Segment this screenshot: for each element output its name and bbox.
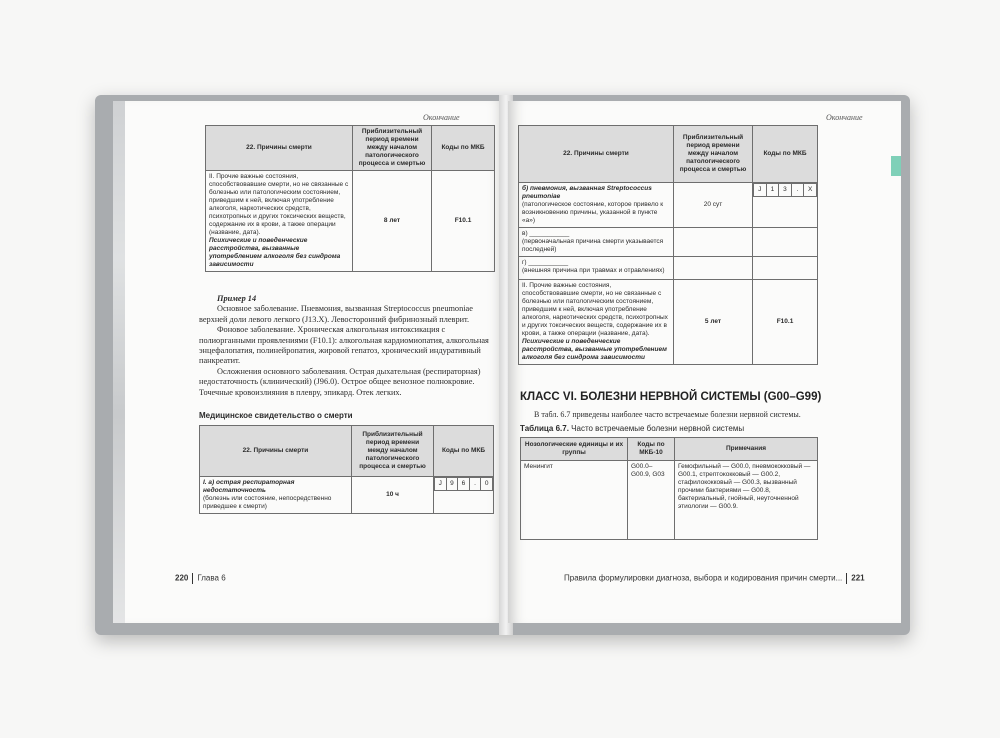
table-cell: F10.1 bbox=[432, 171, 495, 272]
open-book bbox=[95, 95, 910, 635]
code-cell bbox=[753, 183, 818, 228]
table-cell: 5 лет bbox=[674, 280, 753, 365]
code-char: 9 bbox=[446, 478, 458, 491]
table-header: Коды по МКБ bbox=[753, 126, 818, 183]
cell-text: I. а) острая респираторная недостаточность bbox=[203, 479, 295, 494]
code-char: 0 bbox=[481, 478, 493, 491]
code-boxes bbox=[753, 183, 817, 197]
code-char: X bbox=[804, 184, 817, 197]
table-header: Приблизительный период времени между началом патологического процесса и смертью bbox=[674, 126, 753, 183]
right-page bbox=[508, 101, 901, 623]
table-header: Нозологические единицы и их группы bbox=[521, 438, 628, 461]
code-cell bbox=[434, 477, 494, 514]
cell-note: (первоначальная причина смерти указывается последней) bbox=[522, 238, 664, 253]
cell-note: (патологическое состояние, которое привело к возникновению причины, указанной в пункте «а») bbox=[522, 201, 664, 224]
table-header: 22. Причины смерти bbox=[206, 126, 353, 171]
continuation-label: Окончание bbox=[423, 113, 460, 122]
table-caption bbox=[520, 424, 820, 434]
continuation-label: Окончание bbox=[826, 113, 863, 122]
table-cell: Гемофильный — G00.0, пневмококковый — G00.1, стрептококковый — G00.2, стафилококковый — G00.3, вызванный прочими бактериями — G00.8, бактериальный, гнойный, неуточненной этиологии — G00.9. bbox=[675, 461, 818, 540]
code-boxes bbox=[434, 477, 493, 491]
paragraph: Осложнения основного заболевания. Острая дыхательная (респираторная) недостаточность (клинический) (J96.0). Острое общее венозное полнокровие. Точечные кровоизлияния в плевру, эпикард. Отек легких. bbox=[199, 366, 481, 397]
paragraph: Основное заболевание. Пневмония, вызванная Streptococcus pneumoniae верхней доли левого легкого (J13.X). Левосторонний фибринозный плеврит. bbox=[199, 304, 473, 324]
code-char: J bbox=[754, 184, 767, 197]
code-char: 3 bbox=[779, 184, 792, 197]
table-header: Коды по МКБ bbox=[434, 426, 494, 477]
intro-paragraph: В табл. 6.7 приведены наиболее часто встречаемые болезни нервной системы. bbox=[534, 410, 801, 419]
table-caption-text: Часто встречаемые болезни нервной системы bbox=[571, 424, 745, 433]
table-cell bbox=[674, 257, 753, 280]
table-cell bbox=[206, 171, 353, 272]
table-header: Примечания bbox=[675, 438, 818, 461]
death-causes-table-top bbox=[205, 125, 495, 272]
section-tab-marker bbox=[891, 156, 901, 176]
cell-text: г) ___________ bbox=[522, 259, 569, 266]
nervous-system-table bbox=[520, 437, 818, 540]
table-header: Коды по МКБ-10 bbox=[628, 438, 675, 461]
table-header: Приблизительный период времени между началом патологического процесса и смертью bbox=[352, 426, 434, 477]
cell-bold-text: Психические и поведенческие расстройства, вызванные употреблением алкоголя без синдрома зависимости bbox=[522, 338, 667, 361]
cell-text: II. Прочие важные состояния, способствовавшие смерти, но не связанные с болезнью или патологическим состоянием, приведшим к ней, включая употребление алкоголя, наркотических средств, психотропных и других токсических веществ, содержание их в крови, а также операции (название, дата). bbox=[209, 173, 349, 236]
table-cell: 20 сут bbox=[674, 183, 753, 228]
table-cell bbox=[519, 228, 674, 257]
cell-note: (болезнь или состояние, непосредственно приведшее к смерти) bbox=[203, 495, 332, 510]
table-cell: Менингит bbox=[521, 461, 628, 540]
code-char: 6 bbox=[458, 478, 470, 491]
death-certificate-table bbox=[199, 425, 494, 514]
left-page bbox=[113, 101, 506, 623]
code-char: . bbox=[469, 478, 481, 491]
table-cell: F10.1 bbox=[753, 280, 818, 365]
cell-text: в) ___________ bbox=[522, 230, 570, 237]
table-cell bbox=[674, 228, 753, 257]
code-char: J bbox=[435, 478, 447, 491]
page-number: 221 bbox=[851, 573, 865, 583]
certificate-title: Медицинское свидетельство о смерти bbox=[199, 411, 353, 420]
table-header: Приблизительный период времени между началом патологического процесса и смертью bbox=[353, 126, 432, 171]
cell-text: б) пневмония, вызванная Streptococcus pneumoniae bbox=[522, 185, 652, 200]
table-header: 22. Причины смерти bbox=[200, 426, 352, 477]
table-cell bbox=[519, 257, 674, 280]
table-cell bbox=[753, 257, 818, 280]
table-caption-number: Таблица 6.7. bbox=[520, 424, 569, 433]
right-footer bbox=[564, 573, 865, 584]
table-cell: 10 ч bbox=[352, 477, 434, 514]
paragraph: Фоновое заболевание. Хроническая алкогольная интоксикация с полиорганными проявлениями (F10.1): алкогольная кардиомиопатия, алкогольная энцефалопатия, полинейропатия, жировой гепатоз, хронический индуративный панкреатит. bbox=[199, 325, 489, 366]
cell-bold-text: Психические и поведенческие расстройства, вызванные употреблением алкоголя без синдрома зависимости bbox=[209, 237, 341, 268]
example-title: Пример 14 bbox=[217, 294, 257, 303]
table-cell bbox=[200, 477, 352, 514]
class-heading: КЛАСС VI. БОЛЕЗНИ НЕРВНОЙ СИСТЕМЫ (G00–G99) bbox=[520, 391, 822, 403]
page-edge-strip bbox=[113, 101, 125, 623]
example-block bbox=[199, 294, 499, 398]
cell-text: II. Прочие важные состояния, способствовавшие смерти, но не связанные с болезнью или патологическим состоянием, приведшим к ней, включая употребление алкоголя, наркотических средств, психотропных и других токсических веществ, содержание их в крови, а также операции (название, дата). bbox=[522, 282, 668, 337]
table-cell bbox=[519, 183, 674, 228]
page-number: 220 bbox=[175, 573, 189, 583]
cell-note: (внешняя причина при травмах и отравлениях) bbox=[522, 267, 665, 274]
chapter-label: Глава 6 bbox=[197, 573, 226, 583]
running-title: Правила формулировки диагноза, выбора и кодирования причин смерти... bbox=[564, 573, 843, 583]
code-char: 1 bbox=[766, 184, 779, 197]
table-header: 22. Причины смерти bbox=[519, 126, 674, 183]
code-char: . bbox=[791, 184, 804, 197]
table-cell: G00.0–G00.9, G03 bbox=[628, 461, 675, 540]
left-footer bbox=[175, 573, 226, 584]
table-cell: 8 лет bbox=[353, 171, 432, 272]
table-header: Коды по МКБ bbox=[432, 126, 495, 171]
death-causes-table-continued bbox=[518, 125, 818, 365]
table-cell bbox=[753, 228, 818, 257]
table-cell bbox=[519, 280, 674, 365]
